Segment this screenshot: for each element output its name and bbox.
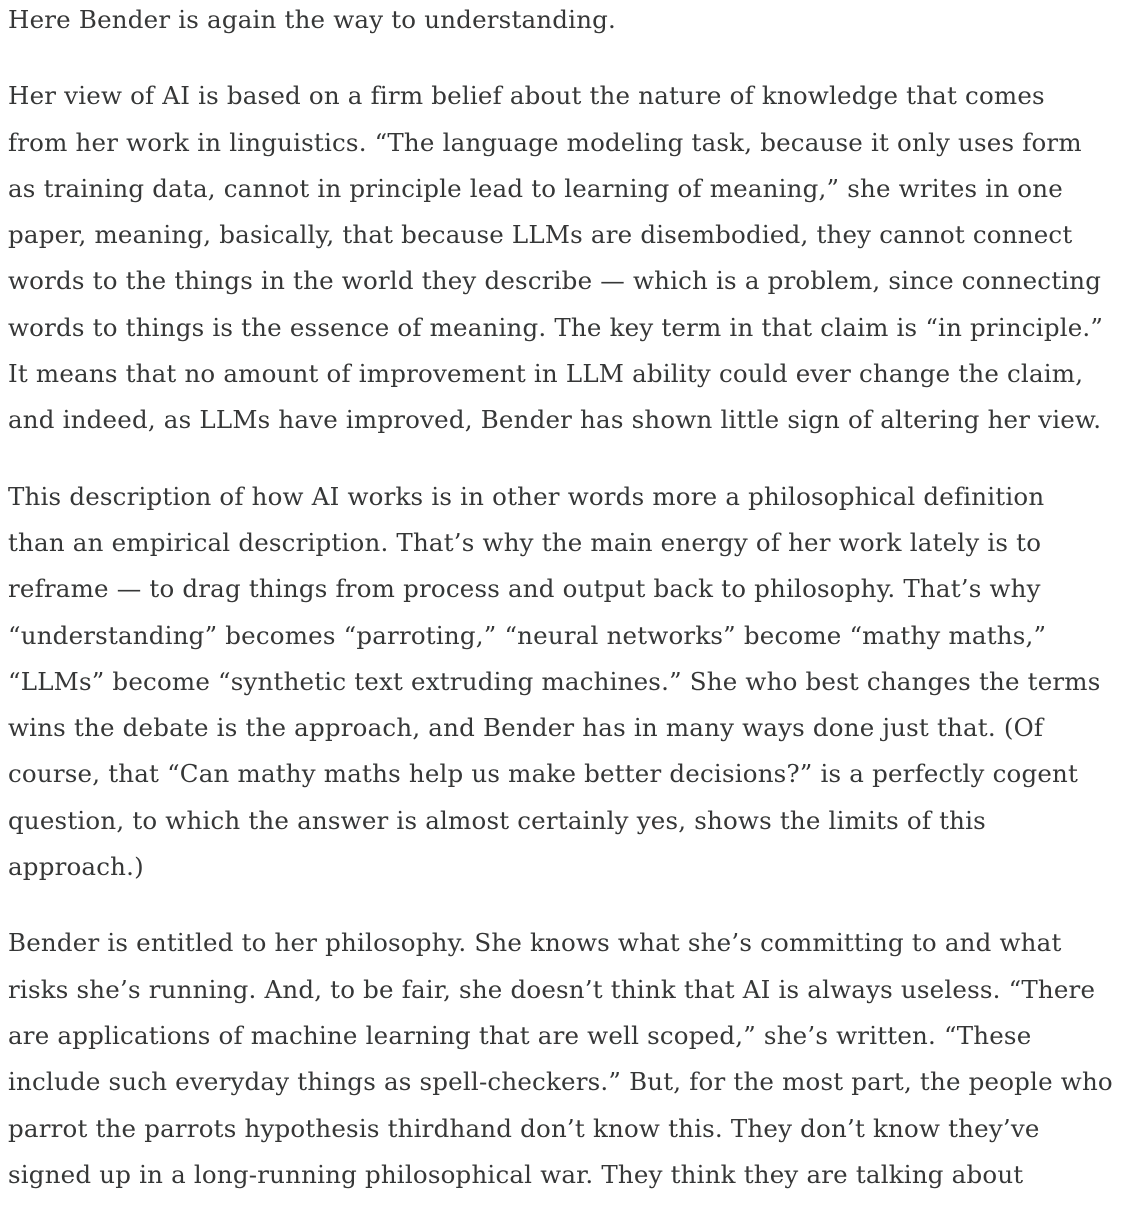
text-line: course, that “Can mathy maths help us make better decisions?” is a perfectly cogent <box>8 759 1079 789</box>
text-line: Bender is entitled to her philosophy. She knows what she’s committing to and what <box>8 928 1062 958</box>
text-line: This description of how AI works is in other words more a philosophical definition <box>8 481 1045 511</box>
paragraph-4 <box>8 920 1126 1198</box>
text-line: from her work in linguistics. “The language modeling task, because it only uses form <box>8 127 1082 157</box>
text-line: are applications of machine learning that are well scoped,” she’s written. “These <box>8 1020 1032 1050</box>
article-body <box>8 0 1126 1228</box>
text-line: Her view of AI is based on a firm belief about the nature of knowledge that comes <box>8 81 1045 111</box>
text-line: risks she’s running. And, to be fair, she doesn’t think that AI is always useless. “There <box>8 974 1096 1004</box>
text-line: reframe — to drag things from process and output back to philosophy. That’s why <box>8 574 1041 604</box>
text-line: and indeed, as LLMs have improved, Bender has shown little sign of altering her view. <box>8 405 1102 435</box>
text-line: as training data, cannot in principle lead to learning of meaning,” she writes in one <box>8 173 1063 203</box>
text-line: “LLMs” become “synthetic text extruding machines.” She who best changes the terms <box>8 666 1101 696</box>
text-line: signed up in a long-running philosophical war. They think they are talking about <box>8 1159 1024 1189</box>
text-line: It means that no amount of improvement in LLM ability could ever change the claim, <box>8 359 1084 389</box>
text-line: “understanding” becomes “parroting,” “neural networks” become “mathy maths,” <box>8 620 1047 650</box>
text-line: Here Bender is again the way to understanding. <box>8 5 617 34</box>
text-line: approach.) <box>8 852 144 882</box>
text-line: parrot the parrots hypothesis thirdhand don’t know this. They don’t know they’ve <box>8 1113 1040 1143</box>
text-line: wins the debate is the approach, and Bender has in many ways done just that. (Of <box>8 713 1044 743</box>
text-line: than an empirical description. That’s why the main energy of her work lately is to <box>8 527 1042 557</box>
paragraph-2 <box>8 73 1126 443</box>
paragraph-3 <box>8 474 1126 891</box>
paragraph-1 <box>8 0 1126 43</box>
text-line: question, to which the answer is almost certainly yes, shows the limits of this <box>8 805 986 835</box>
text-line: paper, meaning, basically, that because LLMs are disembodied, they cannot connect <box>8 220 1073 250</box>
text-line: words to things is the essence of meaning. The key term in that claim is “in principle.” <box>8 312 1104 342</box>
text-line: words to the things in the world they describe — which is a problem, since connecting <box>8 266 1102 296</box>
text-line: include such everyday things as spell-checkers.” But, for the most part, the people who <box>8 1067 1113 1097</box>
